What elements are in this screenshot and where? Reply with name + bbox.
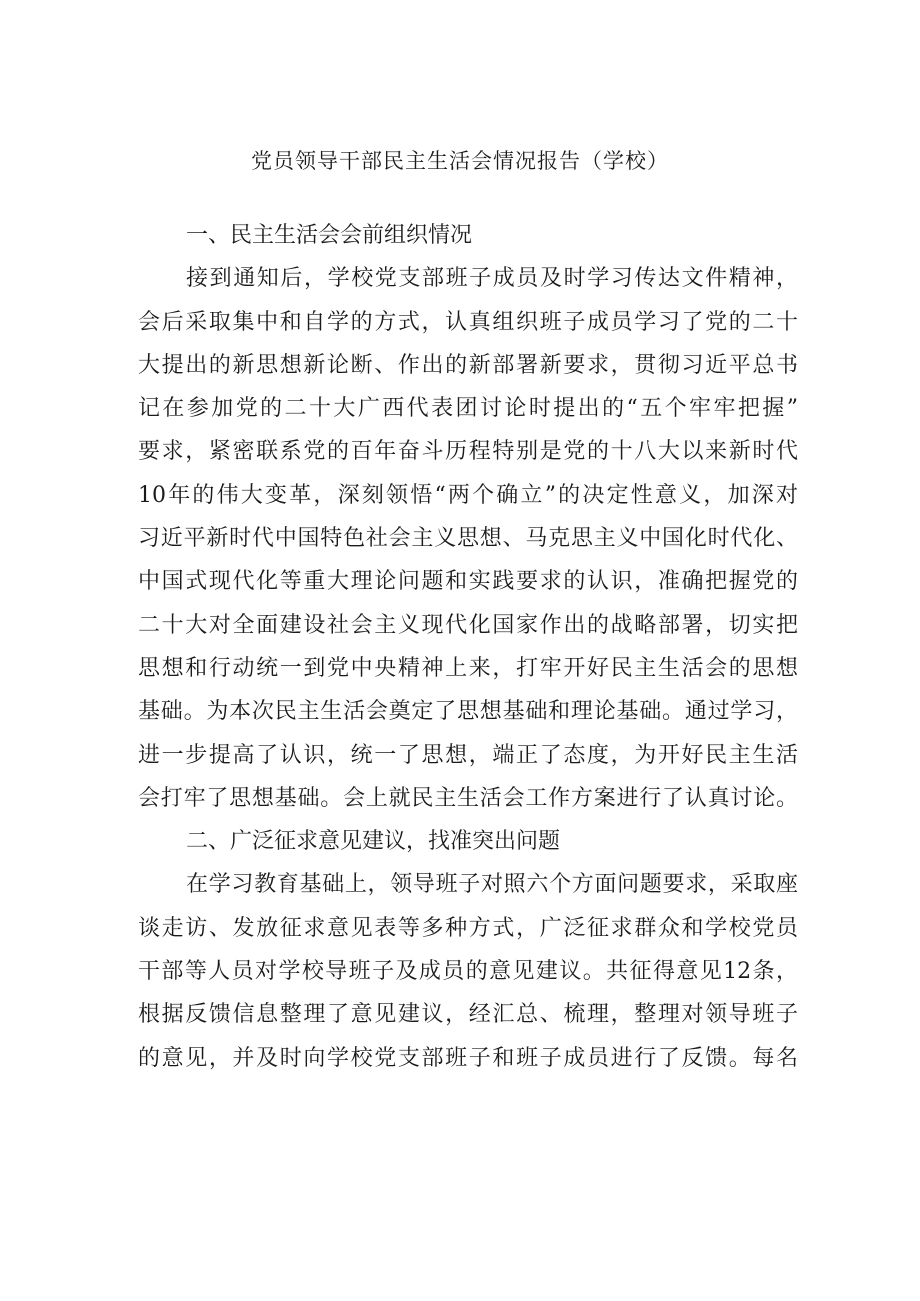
- paragraph-line: 会后采取集中和自学的方式，认真组织班子成员学习了党的二十: [138, 309, 798, 335]
- paragraph-line: 干部等人员对学校导班子及成员的意见建议。共征得意见12条，: [138, 959, 798, 985]
- paragraph-line: 10年的伟大变革，深刻领悟“两个确立”的决定性意义，加深对: [138, 482, 798, 508]
- paragraph-line: 要求，紧密联系党的百年奋斗历程特别是党的十八大以来新时代: [138, 439, 798, 465]
- paragraph-line: 的意见，并及时向学校党支部班子和班子成员进行了反馈。每名: [138, 1045, 798, 1071]
- paragraph-line: 记在参加党的二十大广西代表团讨论时提出的“五个牢牢把握”: [138, 396, 798, 422]
- section-heading: 二、广泛征求意见建议，找准突出问题: [186, 829, 561, 855]
- paragraph-line: 谈走访、发放征求意见表等多种方式，广泛征求群众和学校党员: [138, 915, 798, 941]
- paragraph-line: 大提出的新思想新论断、作出的新部署新要求，贯彻习近平总书: [138, 352, 798, 378]
- document-title: 党员领导干部民主生活会情况报告（学校）: [251, 149, 669, 173]
- paragraph-line: 根据反馈信息整理了意见建议，经汇总、梳理，整理对领导班子: [138, 1002, 798, 1028]
- paragraph-line: 二十大对全面建设社会主义现代化国家作出的战略部署，切实把: [138, 612, 798, 638]
- paragraph-line: 中国式现代化等重大理论问题和实践要求的认识，准确把握党的: [138, 569, 798, 595]
- paragraph-line: 思想和行动统一到党中央精神上来，打牢开好民主生活会的思想: [138, 655, 798, 681]
- paragraph-line: 进一步提高了认识，统一了思想，端正了态度，为开好民主生活: [138, 742, 798, 768]
- paragraph-line: 在学习教育基础上，领导班子对照六个方面问题要求，采取座: [186, 872, 798, 898]
- paragraph-line: 接到通知后，学校党支部班子成员及时学习传达文件精神，: [186, 266, 798, 292]
- paragraph-line: 会打牢了思想基础。会上就民主生活会工作方案进行了认真讨论。: [138, 785, 798, 811]
- paragraph-line: 习近平新时代中国特色社会主义思想、马克思主义中国化时代化、: [138, 526, 798, 552]
- document-body: [138, 214, 798, 1080]
- section-heading: 一、民主生活会会前组织情况: [186, 223, 473, 248]
- paragraph-line: 基础。为本次民主生活会奠定了思想基础和理论基础。通过学习，: [138, 699, 798, 725]
